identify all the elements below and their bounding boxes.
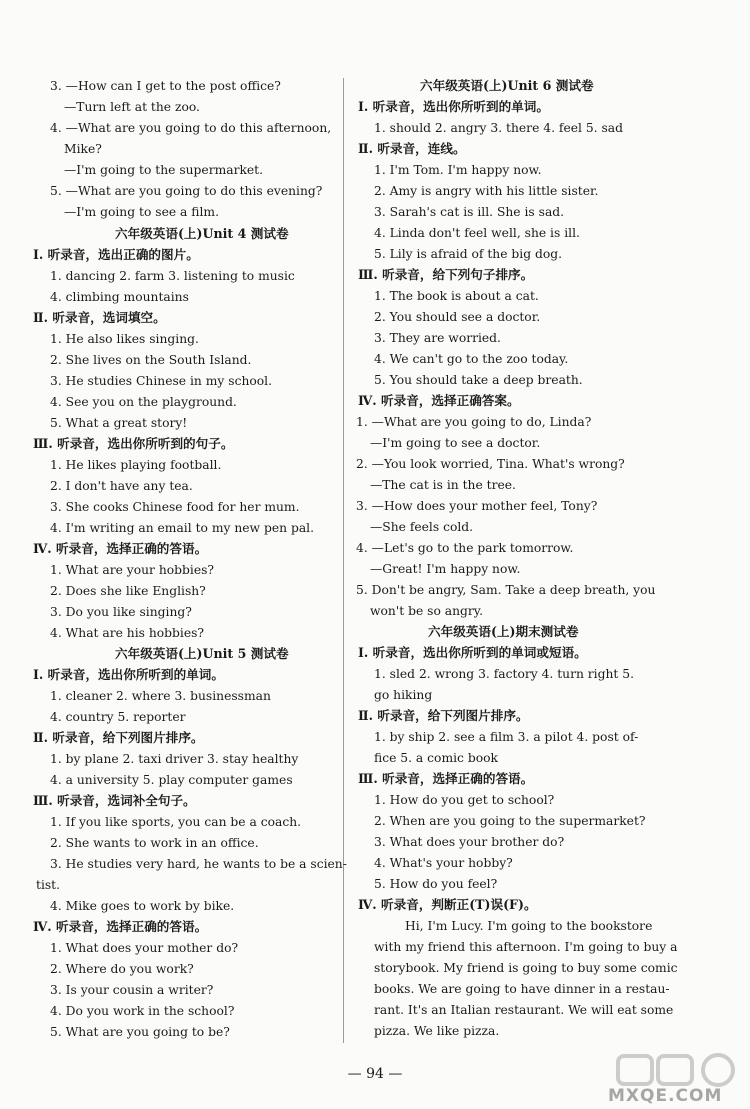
text-line: 2. Where do you work? (50, 962, 194, 976)
text-line: 3. He studies Chinese in my school. (50, 374, 273, 388)
question-heading: Ⅳ. 听录音，选择正确答案。 (358, 393, 520, 408)
text-line: —I'm going to see a film. (64, 205, 219, 219)
text-line: 4. We can't go to the zoo today. (374, 352, 569, 366)
section-title: 六年级英语(上)期末测试卷 (428, 624, 579, 639)
text-line: 1. —What are you going to do, Linda? (356, 415, 592, 429)
text-line: 4. country 5. reporter (50, 710, 186, 724)
text-line: 3. She cooks Chinese food for her mum. (50, 500, 300, 514)
text-line: —I'm going to see a doctor. (370, 436, 541, 450)
text-line: 1. cleaner 2. where 3. businessman (50, 689, 271, 703)
section-title: 六年级英语(上)Unit 4 测试卷 (115, 226, 289, 241)
text-line: 2. You should see a doctor. (374, 310, 541, 324)
text-line: 1. by plane 2. taxi driver 3. stay healthy (50, 752, 299, 766)
question-heading: Ⅲ. 听录音，选择正确的答语。 (358, 771, 534, 786)
text-line: 5. —What are you going to do this evening? (50, 184, 323, 198)
text-line: 1. How do you get to school? (374, 793, 555, 807)
text-line: 4. climbing mountains (50, 290, 189, 304)
text-line: pizza. We like pizza. (374, 1024, 500, 1038)
text-line: 1. I'm Tom. I'm happy now. (374, 163, 542, 177)
text-line: 1. What are your hobbies? (50, 563, 215, 577)
page-number: — 94 — (347, 1066, 403, 1082)
text-line: 1. He likes playing football. (50, 458, 222, 472)
text-line: 2. She lives on the South Island. (50, 353, 252, 367)
text-line: 2. —You look worried, Tina. What's wrong? (356, 457, 625, 471)
text-line: 4. Do you work in the school? (50, 1004, 235, 1018)
text-line: with my friend this afternoon. I'm going to buy a (374, 940, 678, 954)
text-line: 3. They are worried. (374, 331, 501, 345)
text-line: 4. Linda don't feel well, she is ill. (374, 226, 580, 240)
text-line: 4. —Let's go to the park tomorrow. (356, 541, 574, 555)
text-line: 5. What are you going to be? (50, 1025, 230, 1039)
text-line: storybook. My friend is going to buy some comic (374, 961, 678, 975)
text-line: 4. See you on the playground. (50, 395, 237, 409)
question-heading: Ⅰ. 听录音，选出正确的图片。 (33, 247, 199, 262)
text-line: 1. dancing 2. farm 3. listening to music (50, 269, 295, 283)
text-line: —Turn left at the zoo. (64, 100, 200, 114)
text-line: 5. Lily is afraid of the big dog. (374, 247, 563, 261)
text-line: 5. Don't be angry, Sam. Take a deep breath, you (356, 583, 656, 597)
text-line: 3. Do you like singing? (50, 605, 192, 619)
watermark-text: MXQE.COM (608, 1086, 723, 1106)
text-line: 1. What does your mother do? (50, 941, 239, 955)
text-line: 1. If you like sports, you can be a coach. (50, 815, 302, 829)
question-heading: Ⅳ. 听录音，选择正确的答语。 (33, 919, 208, 934)
text-line: tist. (36, 878, 61, 892)
text-line: 2. She wants to work in an office. (50, 836, 259, 850)
text-line: 4. I'm writing an email to my new pen pal. (50, 521, 314, 535)
text-line: 3. Is your cousin a writer? (50, 983, 214, 997)
question-heading: Ⅲ. 听录音，选词补全句子。 (33, 793, 196, 808)
text-line: Mike? (64, 142, 102, 156)
text-line: 4. What are his hobbies? (50, 626, 205, 640)
question-heading: Ⅳ. 听录音，判断正(T)误(F)。 (358, 897, 537, 912)
text-line: 3. Sarah's cat is ill. She is sad. (374, 205, 565, 219)
question-heading: Ⅰ. 听录音，选出你所听到的单词。 (33, 667, 224, 682)
text-line: 4. Mike goes to work by bike. (50, 899, 235, 913)
text-line: fice 5. a comic book (374, 751, 498, 765)
section-title: 六年级英语(上)Unit 6 测试卷 (420, 78, 594, 93)
text-line: 5. You should take a deep breath. (374, 373, 583, 387)
text-line: 3. He studies very hard, he wants to be a scien- (50, 857, 347, 871)
text-line: 2. When are you going to the supermarket? (374, 814, 646, 828)
text-line: —The cat is in the tree. (370, 478, 516, 492)
text-line: —I'm going to the supermarket. (64, 163, 264, 177)
column-divider (343, 78, 344, 1043)
text-line: 5. How do you feel? (374, 877, 498, 891)
text-line: rant. It's an Italian restaurant. We will eat some (374, 1003, 674, 1017)
text-line: —She feels cold. (370, 520, 474, 534)
section-title: 六年级英语(上)Unit 5 测试卷 (115, 646, 289, 661)
text-line: —Great! I'm happy now. (370, 562, 521, 576)
question-heading: Ⅱ. 听录音，给下列图片排序。 (358, 708, 529, 723)
question-heading: Ⅲ. 听录音，给下列句子排序。 (358, 267, 534, 282)
text-line: 5. What a great story! (50, 416, 188, 430)
text-line: won't be so angry. (370, 604, 483, 618)
text-line: 3. —How can I get to the post office? (50, 79, 281, 93)
text-line: 1. should 2. angry 3. there 4. feel 5. sad (374, 121, 623, 135)
text-line: 4. a university 5. play computer games (50, 773, 293, 787)
question-heading: Ⅲ. 听录音，选出你所听到的句子。 (33, 436, 234, 451)
text-line: Hi, I'm Lucy. I'm going to the bookstore (405, 919, 653, 933)
text-line: 3. What does your brother do? (374, 835, 565, 849)
text-line: 1. The book is about a cat. (374, 289, 539, 303)
text-line: 2. Does she like English? (50, 584, 206, 598)
question-heading: Ⅱ. 听录音，连线。 (358, 141, 466, 156)
text-line: 1. He also likes singing. (50, 332, 199, 346)
question-heading: Ⅱ. 听录音，给下列图片排序。 (33, 730, 204, 745)
text-line: 1. sled 2. wrong 3. factory 4. turn right 5. (374, 667, 634, 681)
text-line: 2. I don't have any tea. (50, 479, 193, 493)
text-line: 1. by ship 2. see a film 3. a pilot 4. post of- (374, 730, 639, 744)
text-line: books. We are going to have dinner in a restau- (374, 982, 670, 996)
text-line: 4. —What are you going to do this afternoon, (50, 121, 332, 135)
question-heading: Ⅳ. 听录音，选择正确的答语。 (33, 541, 208, 556)
text-line: 4. What's your hobby? (374, 856, 513, 870)
question-heading: Ⅱ. 听录音，选词填空。 (33, 310, 166, 325)
text-line: 2. Amy is angry with his little sister. (374, 184, 599, 198)
text-line: go hiking (374, 688, 433, 702)
question-heading: Ⅰ. 听录音，选出你所听到的单词。 (358, 99, 549, 114)
question-heading: Ⅰ. 听录音，选出你所听到的单词或短语。 (358, 645, 587, 660)
text-line: 3. —How does your mother feel, Tony? (356, 499, 598, 513)
